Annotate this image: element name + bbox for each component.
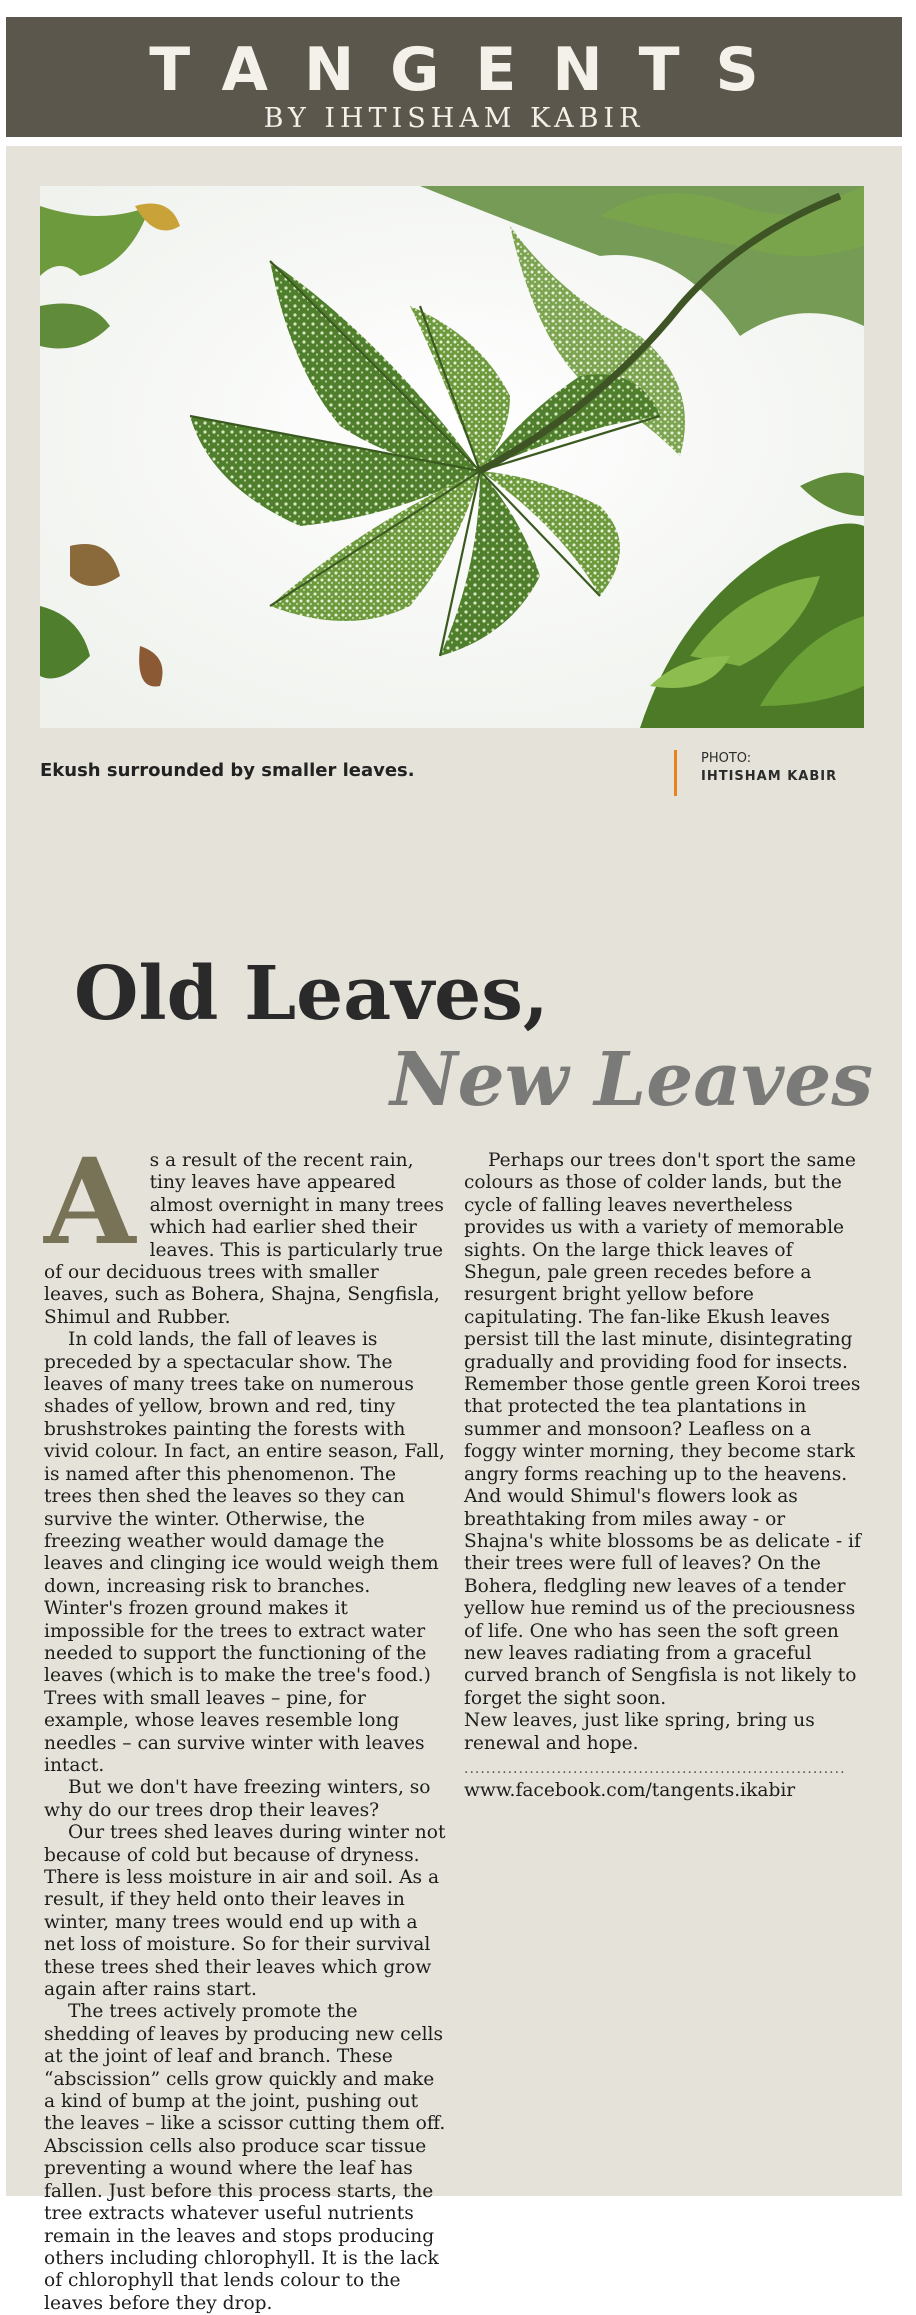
photo-credit	[674, 750, 837, 796]
paragraph-3: But we don't have freezing winters, so why do our trees drop their leaves?	[44, 1777, 431, 1821]
drop-cap: A	[44, 1132, 136, 1271]
masthead	[6, 17, 902, 137]
paragraph-2: In cold lands, the fall of leaves is preceded by a spectacular show. The leaves of many trees take on numerous shades of yellow, brown and red, tiny brushstrokes painting the forests with vivid colour. In fact, an entire season, Fall, is named after this phenomenon. The trees then shed the leaves so they can survive the winter. Otherwise, the freezing weather would damage the leaves and clinging ice would weigh them down, increasing risk to branches. Winter's frozen ground makes it impossible for the trees to extract water needed to support the functioning of the leaves (which is to make the tree's food.) Trees with small leaves – pine, for example, whose leaves resemble long needles – can survive winter with leaves intact.	[44, 1329, 445, 1776]
photo-caption: Ekush surrounded by smaller leaves.	[40, 760, 415, 781]
separator-dots: ......................................................................	[464, 1760, 846, 1777]
headline-line-2: New Leaves	[390, 1037, 873, 1123]
photo-credit-name: IHTISHAM KABIR	[701, 769, 838, 784]
article-column-right	[464, 1150, 868, 1803]
website-link[interactable]: www.facebook.com/tangents.ikabir	[464, 1779, 796, 1801]
leaf-canopy-illustration	[40, 186, 864, 728]
article-column-left	[44, 1132, 448, 2315]
paragraph-1	[44, 1132, 448, 1329]
leaves-photo	[40, 186, 864, 728]
column-byline: BY IHTISHAM KABIR	[263, 103, 645, 134]
paragraph-1-text: s a result of the recent rain, tiny leaves have appeared almost overnight in many trees which had earlier shed their leaves. This is particularly true of our deciduous trees with smaller leaves, such as Bohera, Shajna, Sengfisla, Shimul and Rubber.	[44, 1150, 444, 1328]
article-panel	[6, 146, 902, 2314]
headline-line-1: Old Leaves,	[74, 951, 549, 1037]
paragraph-6: Perhaps our trees don't sport the same colours as those of colder lands, but the cycle of falling leaves nevertheless provides us with a variety of memorable sights. On the large thick leaves of Shegun, pale green recedes before a resurgent bright yellow before capitulating. The fan-like Ekush leaves persist till the last minute, disintegrating gradually and providing food for insects. Remember those gentle green Koroi trees that protected the tea plantations in summer and monsoon? Leafless on a foggy winter morning, they become stark angry forms reaching up to the heavens. And would Shimul's flowers look as breathtaking from miles away - or Shajna's white blossoms be as delicate - if their trees were full of leaves? On the Bohera, fledgling new leaves of a tender yellow hue remind us of the preciousness of life. One who has seen the soft green new leaves radiating from a graceful curved branch of Sengfisla is not likely to forget the sight soon.	[464, 1150, 861, 1709]
column-title: TANGENTS	[149, 35, 795, 105]
paragraph-4: Our trees shed leaves during winter not because of cold but because of dryness. There is less moisture in air and soil. As a result, if they held onto their leaves in winter, many trees would end up with a net loss of moisture. So for their survival these trees shed their leaves which grow again after rains start.	[44, 1822, 446, 2001]
paragraph-5: The trees actively promote the shedding of leaves by producing new cells at the joint of leaf and branch. These “abscission” cells grow quickly and make a kind of bump at the joint, pushing out the leaves – like a scissor cutting them off. Abscission cells also produce scar tissue preventing a wound where the leaf has fallen. Just before this process starts, the tree extracts whatever useful nutrients remain in the leaves and stops producing others including chlorophyll. It is the lack of chlorophyll that lends colour to the leaves before they drop.	[44, 2001, 446, 2314]
paragraph-7: New leaves, just like spring, bring us renewal and hope.	[464, 1710, 815, 1754]
photo-credit-label: PHOTO:	[701, 751, 752, 766]
